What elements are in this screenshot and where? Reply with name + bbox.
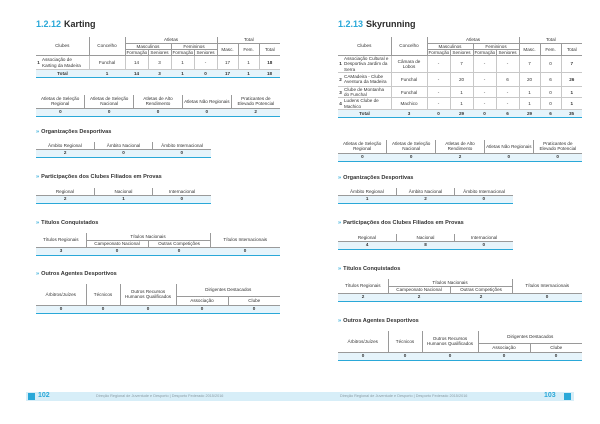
total-row: Total 1 14 3 1 0 17 1 18	[36, 70, 280, 78]
titles-table: Títulos Regionais Títulos Nacionais Títulos Internacionais Campeonato Nacional Outras Competições 2 2 2 0	[338, 279, 582, 302]
participations-title: » Participações dos Clubes Filiados em Provas	[338, 220, 464, 226]
clubs-table	[36, 37, 280, 78]
page-marker-icon	[28, 393, 35, 400]
page-number: 102	[38, 392, 50, 399]
table-row: 1 Associação de Karting da Madeira Funchal 14 3 1 - 17 1 18	[36, 56, 280, 70]
athletes-table: Atletas de Seleção Regional Atletas de Seleção Nacional Atletas de Alto Rendimento Atletas Não Regionais Praticantes de Elevado Potencial 0 0 2 0 0	[338, 140, 582, 162]
athletes-table: Atletas de Seleção Regional Atletas de Seleção Nacional Atletas de Alto Rendimento Atletas Não Regionais Praticantes de Elevado Potencial 0 0 0 0 2	[36, 95, 280, 117]
participations-table: Regional Nacional Internacional 4 8 0	[338, 234, 513, 250]
participations-table: Regional Nacional Internacional 2 1 0	[36, 188, 211, 204]
agents-title: » Outros Agentes Desportivos	[36, 271, 117, 277]
footer-text: Direção Regional de Juventude e Desporto | Desporto Federado 2015/2016	[340, 394, 468, 398]
table-row: 1 Associação Cultural e Desportiva Jardim da Serra Câmara de Lobos - 7 - - 7 0 7	[338, 56, 582, 73]
col-fem: Fem.	[238, 43, 259, 56]
col-femininos: Femininos	[171, 43, 217, 49]
section-name: Skyrunning	[366, 19, 416, 29]
titles-title: » Títulos Conquistados	[338, 266, 401, 272]
agents-table: Árbitros/Juízes Técnicos Outros Recursos Humanos Qualificados Dirigentes Destacados Associação Clube 0 0 0 0 0	[338, 331, 582, 361]
col-masculinos: Masculinos	[125, 43, 171, 49]
org-title: » Organizações Desportivas	[338, 175, 414, 181]
col-f-seniores: Seniores	[194, 49, 217, 55]
org-table: Âmbito Regional Âmbito Nacional Âmbito Internacional 2 0 0	[36, 142, 211, 158]
org-table: Âmbito Regional Âmbito Nacional Âmbito Internacional 1 2 0	[338, 188, 513, 204]
section-title	[36, 19, 96, 29]
titles-title: » Títulos Conquistados	[36, 220, 99, 226]
total-row: Total 3 0 29 0 6 29 6 35	[338, 110, 582, 118]
section-number: 1.2.13	[338, 19, 364, 29]
titles-table: Títulos Regionais Títulos Nacionais Títulos Internacionais Campeonato Nacional Outras Competições 3 0 0 0	[36, 233, 280, 256]
section-number: 1.2.12	[36, 19, 62, 29]
org-title: » Organizações Desportivas	[36, 129, 112, 135]
footer-text: Direção Regional de Juventude e Desporto | Desporto Federado 2015/2016	[96, 394, 224, 398]
agents-title: » Outros Agentes Desportivos	[338, 318, 419, 324]
section-name: Karting	[64, 19, 96, 29]
col-concelho: Concelho	[89, 37, 125, 56]
clubs-table: Clubes Concelho Atletas Total Masculinos Femininos Masc. Fem. Total Formação Seniores Formação Seniores 1 Associação Cultural e Desportiva Jardim da Serra Câmara de Lobos - 7 - - 7 0 7 2 CAMadeira - Clube Aventura da Madeira Funchal - 20 - 6 20 6 26 3 Clube de Montanha do Funchal Funchal - 1 - - 1 0 1 4 Ludens Clube de Machico Machico - 1 - - 1 0 1 Total 3 0 29 0 6 29 6 35	[338, 37, 582, 118]
page-marker-icon	[564, 393, 571, 400]
participations-title: » Participações dos Clubes Filiados em Provas	[36, 174, 162, 180]
right-page	[300, 0, 600, 424]
table-row: 2 CAMadeira - Clube Aventura da Madeira Funchal - 20 - 6 20 6 26	[338, 72, 582, 86]
col-m-seniores: Seniores	[148, 49, 171, 55]
col-m-formacao: Formação	[126, 49, 148, 55]
col-f-formacao: Formação	[172, 49, 194, 55]
table-row: 4 Ludens Clube de Machico Machico - 1 - - 1 0 1	[338, 98, 582, 110]
col-total-sub: Total	[259, 43, 280, 56]
table-row: 3 Clube de Montanha do Funchal Funchal - 1 - - 1 0 1	[338, 86, 582, 98]
page-number: 103	[544, 392, 556, 399]
col-atletas: Atletas	[125, 37, 217, 43]
col-masc: Masc.	[217, 43, 238, 56]
agents-table: Árbitros/Juízes Técnicos Outros Recursos Humanos Qualificados Dirigentes Destacados Associação Clube 0 0 0 0 0	[36, 284, 280, 314]
col-clubes: Clubes	[36, 37, 89, 56]
section-title	[338, 19, 416, 29]
col-total: Total	[217, 37, 280, 43]
